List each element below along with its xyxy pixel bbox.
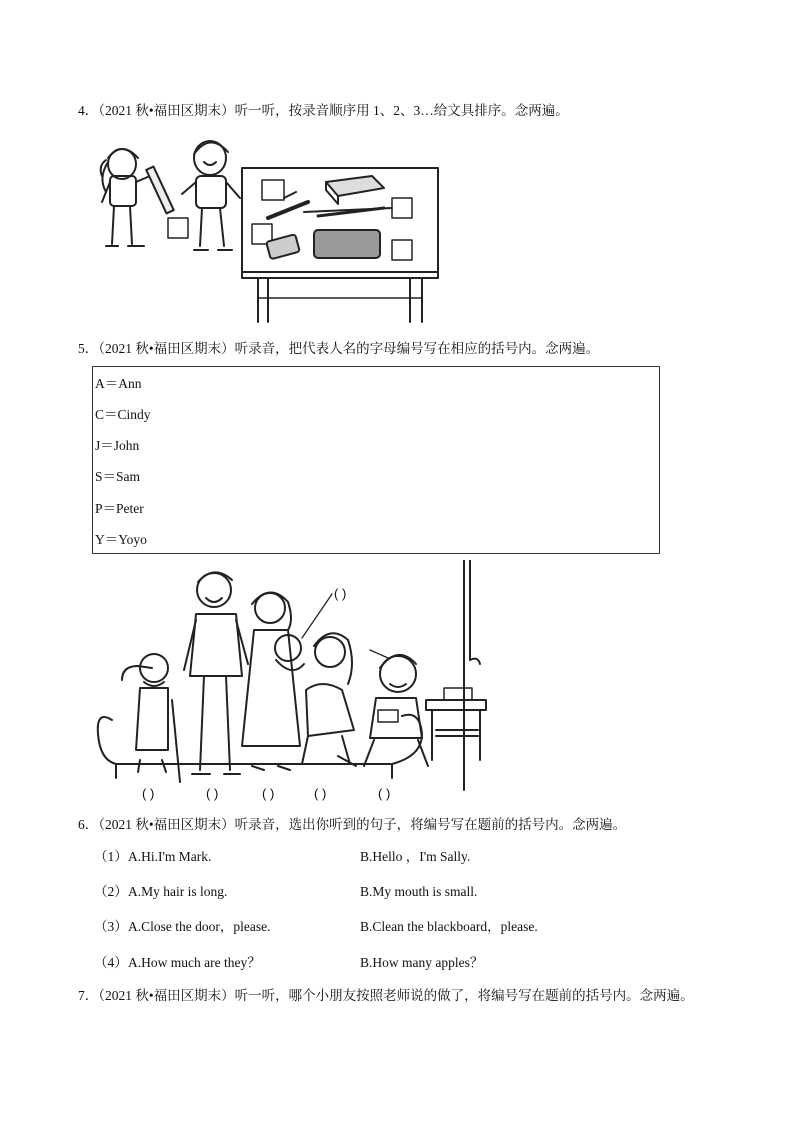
- q6-item-1-option-b[interactable]: B.Hello ，I'm Sally.: [360, 849, 471, 864]
- stationery-illustration: [92, 132, 452, 327]
- answer-paren-boy[interactable]: ( ): [378, 786, 391, 801]
- family-illustration: [92, 560, 512, 800]
- answer-paren-father[interactable]: ( ): [206, 786, 219, 801]
- q6-item-1-option-a[interactable]: A.Hi.I'm Mark.: [128, 849, 212, 864]
- question-4-text: 4．（2021 秋•福田区期末）听一听，按录音顺序用 1、2、3…给文具排序。念两遍。: [78, 103, 569, 118]
- answer-paren-grandpa[interactable]: ( ): [142, 786, 155, 801]
- name-key-ann: A＝Ann: [95, 376, 142, 391]
- answer-paren-mother[interactable]: ( ): [334, 586, 347, 601]
- q6-item-4-option-b[interactable]: B.How many apples？: [360, 955, 484, 970]
- answer-paren-baby[interactable]: ( ): [262, 786, 275, 801]
- q6-item-1-num: （1）: [94, 849, 128, 864]
- q6-item-4-num: （4）: [94, 955, 128, 970]
- q6-item-3-num: （3）: [94, 919, 128, 934]
- name-key-john: J＝John: [95, 438, 140, 453]
- name-key-box: [92, 366, 660, 554]
- answer-paren-girl[interactable]: ( ): [314, 786, 327, 801]
- name-key-peter: P＝Peter: [95, 501, 144, 516]
- q6-item-3-option-b[interactable]: B.Clean the blackboard，please.: [360, 919, 538, 934]
- q6-item-2-option-a[interactable]: A.My hair is long.: [128, 884, 228, 899]
- q6-item-2-num: （2）: [94, 884, 128, 899]
- question-5-text: 5．（2021 秋•福田区期末）听录音，把代表人名的字母编号写在相应的括号内。念两遍。: [78, 341, 600, 356]
- name-key-cindy: C＝Cindy: [95, 407, 151, 422]
- question-7-text: 7．（2021 秋•福田区期末）听一听，哪个小朋友按照老师说的做了，将编号写在题前的括号内。念两遍。: [78, 988, 694, 1003]
- question-6-text: 6．（2021 秋•福田区期末）听录音，选出你听到的句子，将编号写在题前的括号内。念两遍。: [78, 817, 627, 832]
- q6-item-4-option-a[interactable]: A.How much are they？: [128, 955, 261, 970]
- name-key-yoyo: Y＝Yoyo: [95, 532, 147, 547]
- q6-item-2-option-b[interactable]: B.My mouth is small.: [360, 884, 478, 899]
- q6-item-3-option-a[interactable]: A.Close the door，please.: [128, 919, 271, 934]
- name-key-sam: S＝Sam: [95, 469, 141, 484]
